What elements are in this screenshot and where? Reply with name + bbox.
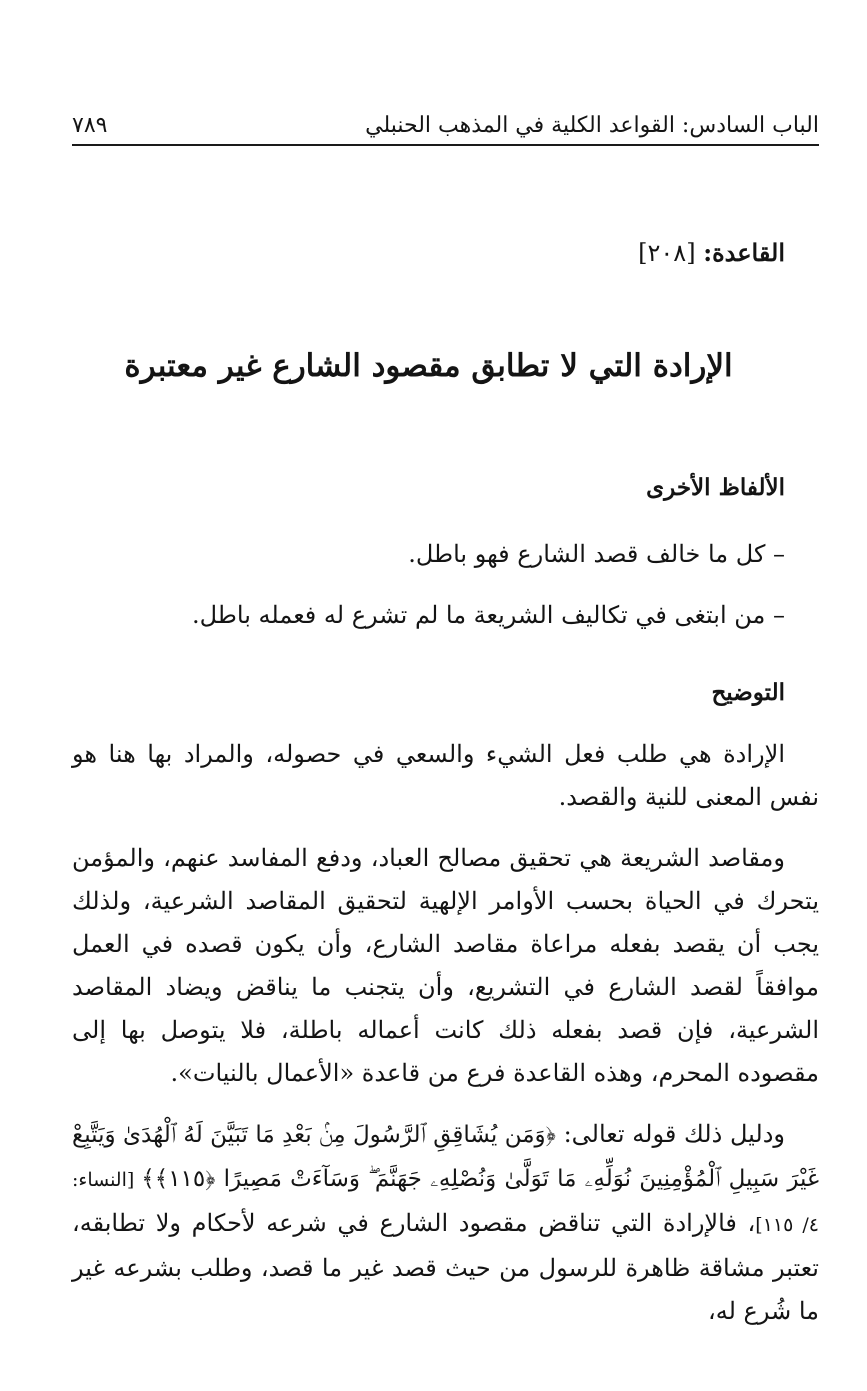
- running-head: الباب السادس: القواعد الكلية في المذهب الحنبلي: [365, 113, 819, 138]
- explanation-paragraph: ومقاصد الشريعة هي تحقيق مصالح العباد، ودفع المفاسد عنهم، والمؤمن يتحرك في الحياة بحسب الأوامر الإلهية لتحقيق المقاصد الشرعية، ولذلك يجب أن يقصد بفعله مراعاة مقاصد الشارع، وأن يكون قصده في العمل موافقاً لقصد الشارع في التشريع، وأن يتجنب ما يناقض ويضاد المقاصد الشرعية، فإن قصد بفعله ذلك كانت أعماله باطلة، فلا يتوصل بها إلى مقصوده المحرم، وهذه القاعدة فرع من قاعدة «الأعمال بالنيات».: [72, 844, 819, 1087]
- evidence-continuation: ، فالإرادة التي تناقض مقصود الشارع في شرعه لأحكام ولا تطابقه، تعتبر مشاقة ظاهرة للرسول من حيث قصد غير ما قصد، وطلب بشرعه غير ما شُرع له،: [72, 1209, 819, 1325]
- explanation-paragraph: الإرادة هي طلب فعل الشيء والسعي في حصوله، والمراد بها هنا هو نفس المعنى للنية والقصد.: [72, 740, 819, 811]
- rule-number: [٢٠٨]: [638, 239, 696, 267]
- verse-reference: [النساء: ٤/ ١١٥]: [72, 1169, 819, 1236]
- rule-number-heading: [638, 238, 785, 267]
- rule-title: الإرادة التي لا تطابق مقصود الشارع غير معتبرة: [124, 348, 733, 384]
- explanation-heading: التوضيح: [711, 679, 785, 706]
- rule-label: القاعدة:: [703, 238, 785, 267]
- other-wordings-heading: الألفاظ الأخرى: [646, 474, 785, 501]
- page-header: [72, 104, 819, 146]
- evidence-intro: ودليل ذلك قوله تعالى:: [555, 1120, 785, 1148]
- other-wording-item: – من ابتغى في تكاليف الشريعة ما لم تشرع له فعمله باطل.: [191, 601, 785, 629]
- page-number: ٧٨٩: [72, 113, 108, 138]
- other-wording-item: – كل ما خالف قصد الشارع فهو باطل.: [408, 540, 785, 568]
- quran-verse: ﴿وَمَن يُشَاقِقِ ٱلرَّسُولَ مِنۢ بَعْدِ مَا تَبَيَّنَ لَهُ ٱلْهُدَىٰ وَيَتَّبِعْ غَيْرَ سَبِيلِ ٱلْمُؤْمِنِينَ نُوَلِّهِۦ مَا تَوَلَّىٰ وَنُصْلِهِۦ جَهَنَّمَ ۖ وَسَآءَتْ مَصِيرًا ﴿١١٥﴾﴾: [72, 1122, 819, 1192]
- evidence-paragraph: [72, 1113, 819, 1333]
